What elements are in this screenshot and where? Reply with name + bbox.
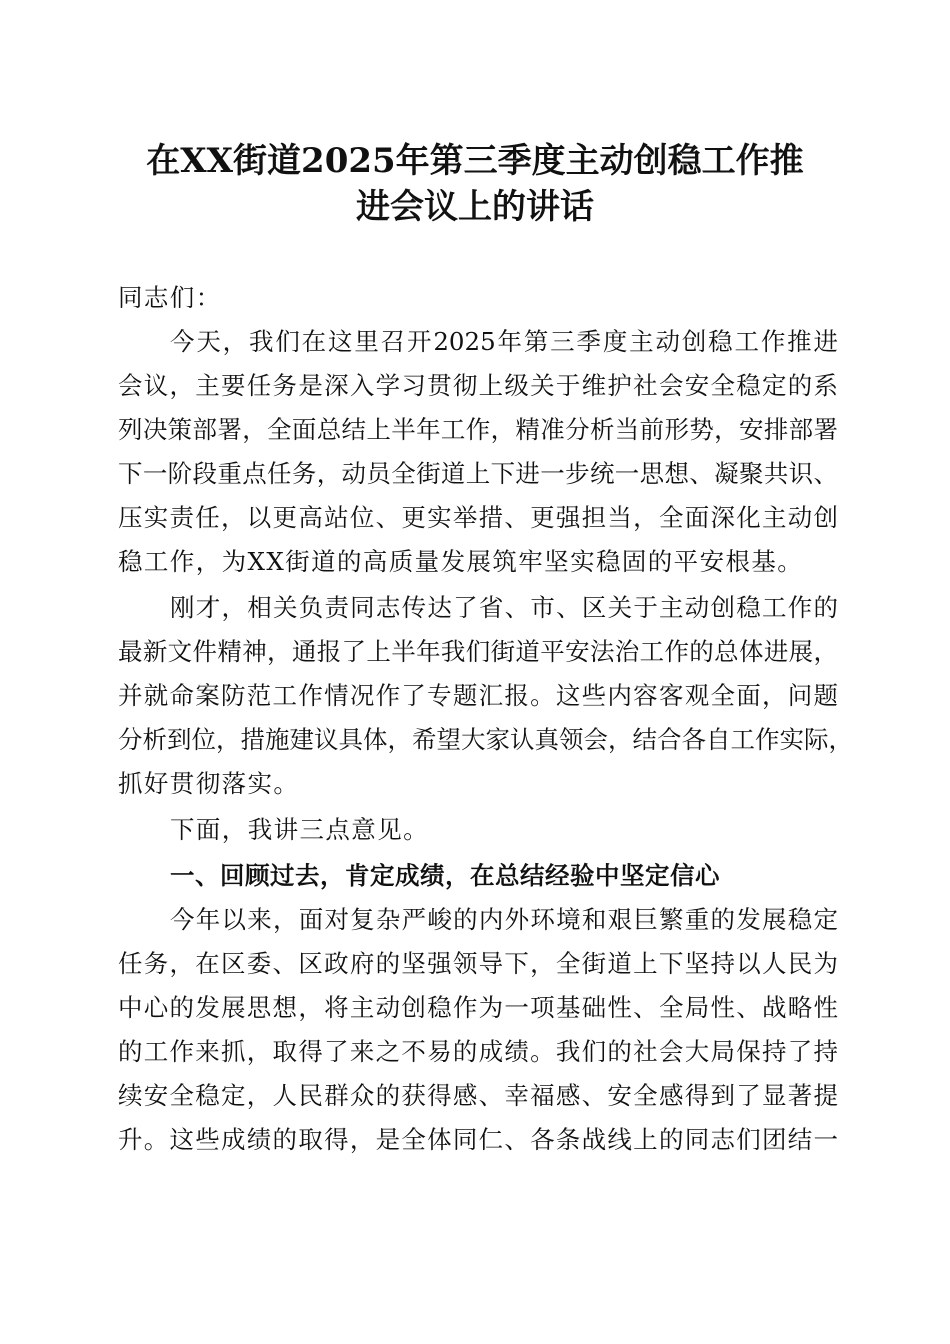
paragraph-4-line-5: 续安全稳定，人民群众的获得感、幸福感、安全感得到了显著提	[118, 1081, 838, 1110]
paragraph-2-line-5: 抓好贯彻落实。	[118, 769, 300, 798]
paragraph-1-line-6: 稳工作，为XX街道的高质量发展筑牢坚实稳固的平安根基。	[118, 547, 804, 576]
salutation: 同志们：	[118, 283, 222, 312]
paragraph-2-line-2: 最新文件精神，通报了上半年我们街道平安法治工作的总体进展，	[118, 637, 838, 666]
paragraph-1-line-5: 压实责任，以更高站位、更实举措、更强担当，全面深化主动创	[118, 503, 838, 532]
paragraph-1-line-4: 下一阶段重点任务，动员全街道上下进一步统一思想、凝聚共识、	[118, 459, 838, 488]
paragraph-4-line-6: 升。这些成绩的取得，是全体同仁、各条战线上的同志们团结一	[118, 1125, 838, 1154]
paragraph-1-line-3: 列决策部署，全面总结上半年工作，精准分析当前形势，安排部署	[118, 415, 838, 444]
paragraph-3: 下面，我讲三点意见。	[170, 815, 429, 844]
paragraph-4-line-4: 的工作来抓，取得了来之不易的成绩。我们的社会大局保持了持	[118, 1037, 838, 1066]
paragraph-2-line-4: 分析到位，措施建议具体，希望大家认真领会，结合各自工作实际，	[118, 725, 853, 754]
section-1-heading: 一、回顾过去，肯定成绩，在总结经验中坚定信心	[170, 861, 720, 890]
document-title-line-1: 在XX街道2025年第三季度主动创稳工作推	[146, 141, 804, 181]
paragraph-4-line-1: 今年以来，面对复杂严峻的内外环境和艰巨繁重的发展稳定	[170, 905, 838, 934]
paragraph-4-line-3: 中心的发展思想，将主动创稳作为一项基础性、全局性、战略性	[118, 993, 838, 1022]
paragraph-2-line-1: 刚才，相关负责同志传达了省、市、区关于主动创稳工作的	[170, 593, 838, 622]
paragraph-1-line-2: 会议，主要任务是深入学习贯彻上级关于维护社会安全稳定的系	[118, 371, 838, 400]
paragraph-2-line-3: 并就命案防范工作情况作了专题汇报。这些内容客观全面，问题	[118, 681, 838, 710]
document-title-line-2: 进会议上的讲话	[356, 187, 594, 227]
paragraph-4-line-2: 任务，在区委、区政府的坚强领导下，全街道上下坚持以人民为	[118, 949, 838, 978]
paragraph-1-line-1: 今天，我们在这里召开2025年第三季度主动创稳工作推进	[170, 327, 838, 356]
